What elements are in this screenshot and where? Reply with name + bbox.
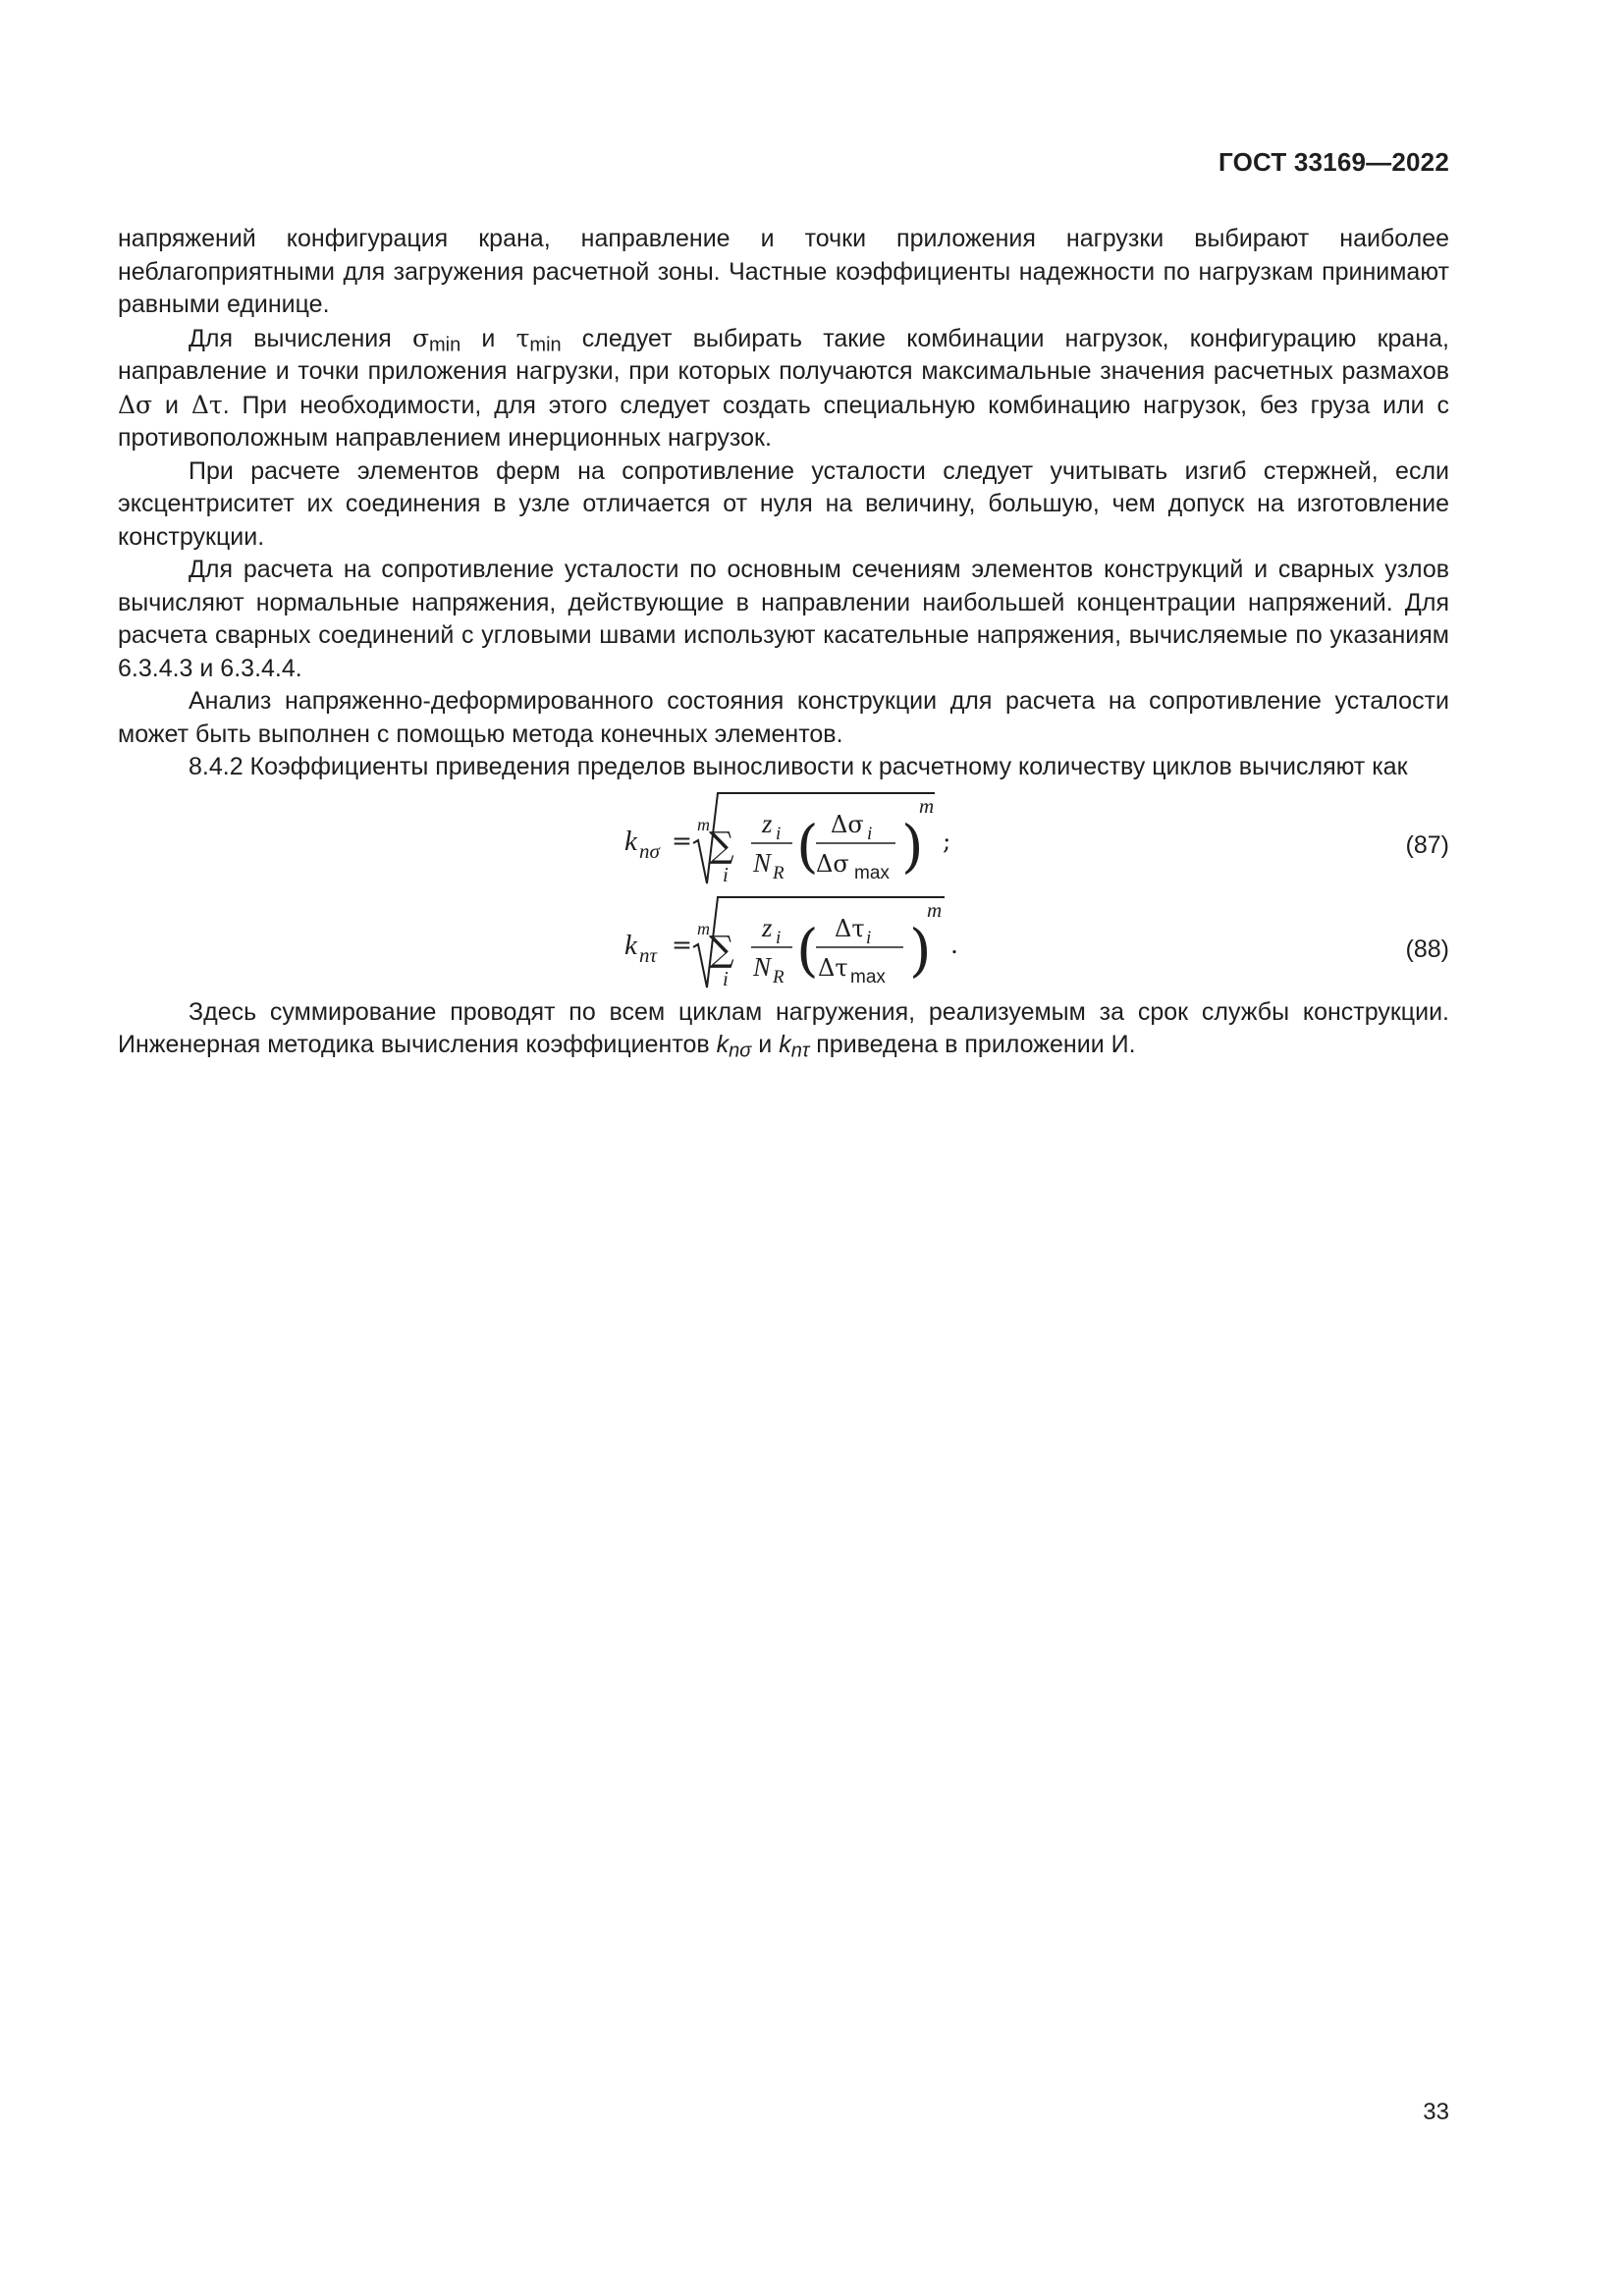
formula-inner-numerator-subscript: i (866, 927, 872, 948)
paragraph-3: При расчете элементов ферм на сопротивление усталости следует учитывать изгиб стержней, если эксцентриситет их соединения в узле отличается от нуля на величину, большую, чем допуск на изготовление конструкции. (118, 456, 1449, 551)
k-n-sigma-symbol: k (716, 1031, 730, 1058)
formula-left-paren: ( (796, 916, 819, 984)
formula-equals: = (672, 930, 692, 959)
formula-equals: = (672, 826, 692, 855)
paragraph-2-and: и (460, 324, 516, 352)
formula-inner-numerator-subscript: i (867, 823, 873, 844)
formula-fraction-denominator-subscript: R (773, 862, 785, 883)
formula-right-paren: ) (909, 916, 932, 984)
paragraph-6: 8.4.2 Коэффициенты приведения пределов выносливости к расчетному количеству циклов вычисляют как (189, 753, 1408, 780)
formula-fraction-numerator: z (762, 808, 773, 838)
paragraph-1: напряжений конфигурация крана, направление и точки приложения нагрузки выбирают наиболее неблагоприятными для загружения расчетной зоны. Частные коэффициенты надежности по нагрузкам принимают равными единице. (118, 225, 1449, 318)
k-n-tau-symbol: k (779, 1031, 791, 1058)
document-body (118, 223, 1449, 1062)
formula-87 (118, 788, 1449, 892)
formula-fraction-numerator-subscript: i (776, 927, 782, 948)
formula-root-index: m (697, 918, 710, 938)
formula-fraction-numerator: z (762, 912, 773, 942)
paragraph-2-post: . При необходимости, для этого следует создать специальную комбинацию нагрузок, без груза или с противоположным направлением инерционных нагрузок. (118, 391, 1449, 452)
formula-sum-index: i (723, 862, 729, 886)
formula-87-graphic (118, 788, 1449, 892)
formula-88-graphic (118, 892, 1449, 996)
tau-symbol: τ (515, 323, 530, 352)
formula-lhs-subscript: nσ (639, 838, 660, 863)
formula-inner-numerator: Δτ (835, 914, 865, 942)
paragraph-5: Анализ напряженно-деформированного состояния конструкции для расчета на сопротивление усталости может быть выполнен с помощью метода конечных элементов. (118, 687, 1449, 748)
sigma-symbol: σ (411, 323, 430, 352)
equation-number-88: (88) (1405, 934, 1449, 963)
paragraph-2-mid: следует выбирать такие комбинации нагрузок, конфигурацию крана, направление и точки приложения нагрузки, при которых получаются максимальные значения расчетных размахов (118, 324, 1449, 385)
paragraph-2-pre: Для вычисления (189, 324, 412, 352)
formula-fraction-denominator: N (753, 847, 772, 878)
formula-inner-numerator: Δσ (831, 810, 864, 838)
equation-number-87: (87) (1405, 830, 1449, 859)
formula-sum-sign: ∑ (709, 825, 734, 866)
formula-sum-sign: ∑ (709, 929, 734, 970)
paragraph-7 (118, 996, 1449, 1062)
formula-inner-denominator-subscript: max (850, 966, 886, 988)
k-n-sigma-subscript: nσ (729, 1040, 752, 1062)
k-n-tau-subscript: nτ (790, 1040, 810, 1062)
formula-punctuation: . (950, 930, 958, 959)
paragraph-7-post: приведена в приложении И. (809, 1031, 1136, 1058)
formula-fraction-denominator: N (753, 951, 772, 982)
paragraph-2-and-2: и (152, 391, 191, 419)
formula-power: m (919, 793, 935, 818)
formula-inner-denominator: Δτ (818, 953, 848, 982)
document-code-header: ГОСТ 33169—2022 (1218, 147, 1449, 177)
formula-root-index: m (697, 814, 710, 834)
formula-inner-denominator-subscript: max (854, 862, 890, 883)
formula-sum-index: i (723, 966, 729, 990)
formula-88 (118, 892, 1449, 996)
delta-sigma-symbol: Δσ (118, 390, 153, 419)
sigma-min-subscript: min (429, 333, 461, 355)
formula-punctuation: ; (943, 826, 951, 855)
paragraph-7-and: и (751, 1031, 780, 1058)
formula-lhs-subscript: nτ (639, 942, 658, 967)
paragraph-7-pre: Здесь суммирование проводят по всем циклам нагружения, реализуемым за срок службы конструкции. Инженерная методика вычисления коэффициентов (118, 997, 1449, 1058)
formula-lhs-k: k (624, 825, 637, 857)
paragraph-2 (118, 322, 1449, 455)
formula-lhs-k: k (624, 929, 637, 961)
tau-min-subscript: min (529, 333, 562, 355)
formula-fraction-numerator-subscript: i (776, 823, 782, 844)
page-number: 33 (1423, 2099, 1449, 2125)
formula-inner-denominator: Δσ (816, 849, 849, 878)
paragraph-4: Для расчета на сопротивление усталости по основным сечениям элементов конструкций и сварных узлов вычисляют нормальные напряжения, действующие в направлении наибольшей концентрации напряжений. Для расчета сварных соединений с угловыми швами используют касательные напряжения, вычисляемые по указаниям 6.3.4.3 и 6.3.4.4. (118, 556, 1449, 682)
delta-tau-symbol: Δτ (190, 390, 223, 419)
formula-fraction-denominator-subscript: R (773, 966, 785, 988)
formula-power: m (927, 897, 943, 922)
formula-left-paren: ( (796, 812, 819, 880)
formula-right-paren: ) (901, 812, 924, 880)
